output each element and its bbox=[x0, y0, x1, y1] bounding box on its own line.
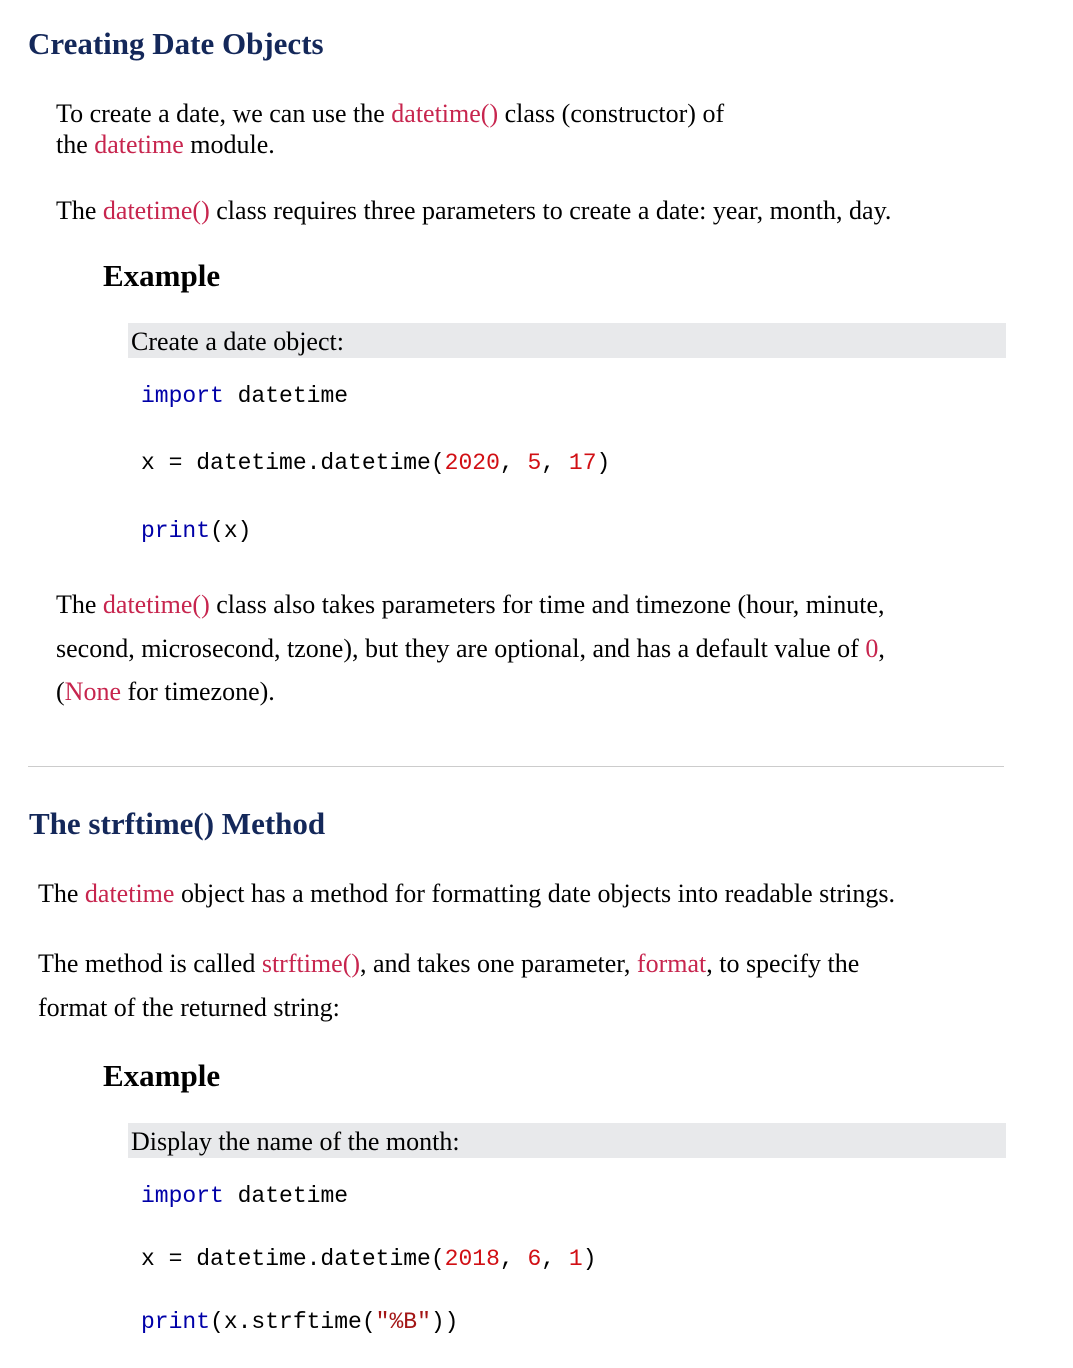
inline-code: datetime bbox=[84, 879, 175, 908]
code-line-print bbox=[141, 1309, 458, 1335]
paragraph-optional-parameters bbox=[56, 583, 885, 714]
example-heading: Example bbox=[103, 1058, 221, 1093]
paragraph-intro bbox=[56, 98, 724, 160]
code-text: , bbox=[499, 1246, 528, 1272]
code-keyword: print bbox=[141, 518, 211, 544]
text: object has a method for formatting date objects into readable strings. bbox=[174, 879, 895, 908]
inline-code: None bbox=[64, 677, 121, 706]
section-title-creating-date-objects: Creating Date Objects bbox=[28, 26, 324, 61]
text: class also takes parameters for time and timezone (hour, minute, bbox=[209, 590, 885, 619]
code-number: 6 bbox=[527, 1246, 542, 1272]
code-keyword: import bbox=[141, 383, 224, 409]
example-caption: Create a date object: bbox=[128, 323, 1006, 358]
text: second, microsecond, tzone), but they are optional, and has a default value of bbox=[56, 633, 866, 663]
text: for timezone). bbox=[121, 677, 275, 706]
text: The bbox=[38, 879, 85, 908]
code-number: 17 bbox=[568, 450, 597, 476]
text: To create a date, we can use the bbox=[56, 99, 392, 128]
code-text: ) bbox=[596, 450, 611, 476]
code-keyword: print bbox=[141, 1309, 211, 1335]
code-line-print bbox=[141, 518, 251, 544]
code-line-import bbox=[141, 383, 348, 409]
code-text: x = datetime.datetime( bbox=[141, 450, 445, 476]
paragraph-strftime-format bbox=[38, 942, 859, 1029]
code-line-assign bbox=[141, 450, 610, 476]
text: The bbox=[56, 196, 103, 225]
text: , bbox=[878, 633, 885, 663]
inline-code: strftime() bbox=[261, 949, 361, 978]
inline-code: format bbox=[636, 949, 707, 978]
code-string: "%B" bbox=[375, 1309, 431, 1335]
code-text: (x) bbox=[210, 518, 252, 544]
code-text: , bbox=[541, 1246, 569, 1272]
text: , to specify the bbox=[706, 949, 860, 978]
text: class requires three parameters to create a date: year, month, day. bbox=[209, 196, 892, 225]
code-text: , bbox=[541, 450, 569, 476]
text: The bbox=[56, 590, 103, 619]
inline-code: datetime() bbox=[102, 590, 210, 619]
code-number: 2018 bbox=[444, 1246, 500, 1272]
code-line-import bbox=[141, 1183, 348, 1209]
code-text: , bbox=[499, 450, 528, 476]
code-line-assign bbox=[141, 1246, 597, 1272]
example-heading: Example bbox=[103, 258, 221, 293]
code-text: )) bbox=[430, 1309, 459, 1335]
paragraph-formatting bbox=[38, 878, 895, 909]
text: module. bbox=[183, 130, 275, 160]
inline-code: datetime() bbox=[102, 196, 210, 225]
text: the bbox=[56, 130, 95, 160]
code-text: x = datetime.datetime( bbox=[141, 1246, 445, 1272]
code-text: datetime bbox=[223, 383, 349, 409]
code-text: (x.strftime( bbox=[210, 1309, 376, 1335]
section-title-strftime-method: The strftime() Method bbox=[29, 806, 326, 841]
text: , and takes one parameter, bbox=[360, 949, 637, 978]
text: The method is called bbox=[38, 949, 262, 978]
inline-code: datetime bbox=[94, 130, 184, 160]
paragraph-parameters bbox=[56, 195, 891, 226]
code-number: 2020 bbox=[444, 450, 500, 476]
inline-code: 0 bbox=[865, 633, 879, 663]
code-number: 1 bbox=[568, 1246, 583, 1272]
text: format of the returned string: bbox=[38, 992, 340, 1022]
code-keyword: import bbox=[141, 1183, 224, 1209]
text: class (constructor) of bbox=[498, 99, 725, 128]
inline-code: datetime() bbox=[391, 99, 499, 128]
code-text: datetime bbox=[223, 1183, 349, 1209]
code-text: ) bbox=[582, 1246, 597, 1272]
section-divider bbox=[28, 766, 1004, 767]
text: ( bbox=[56, 677, 65, 706]
code-number: 5 bbox=[527, 450, 542, 476]
example-caption: Display the name of the month: bbox=[128, 1123, 1006, 1158]
